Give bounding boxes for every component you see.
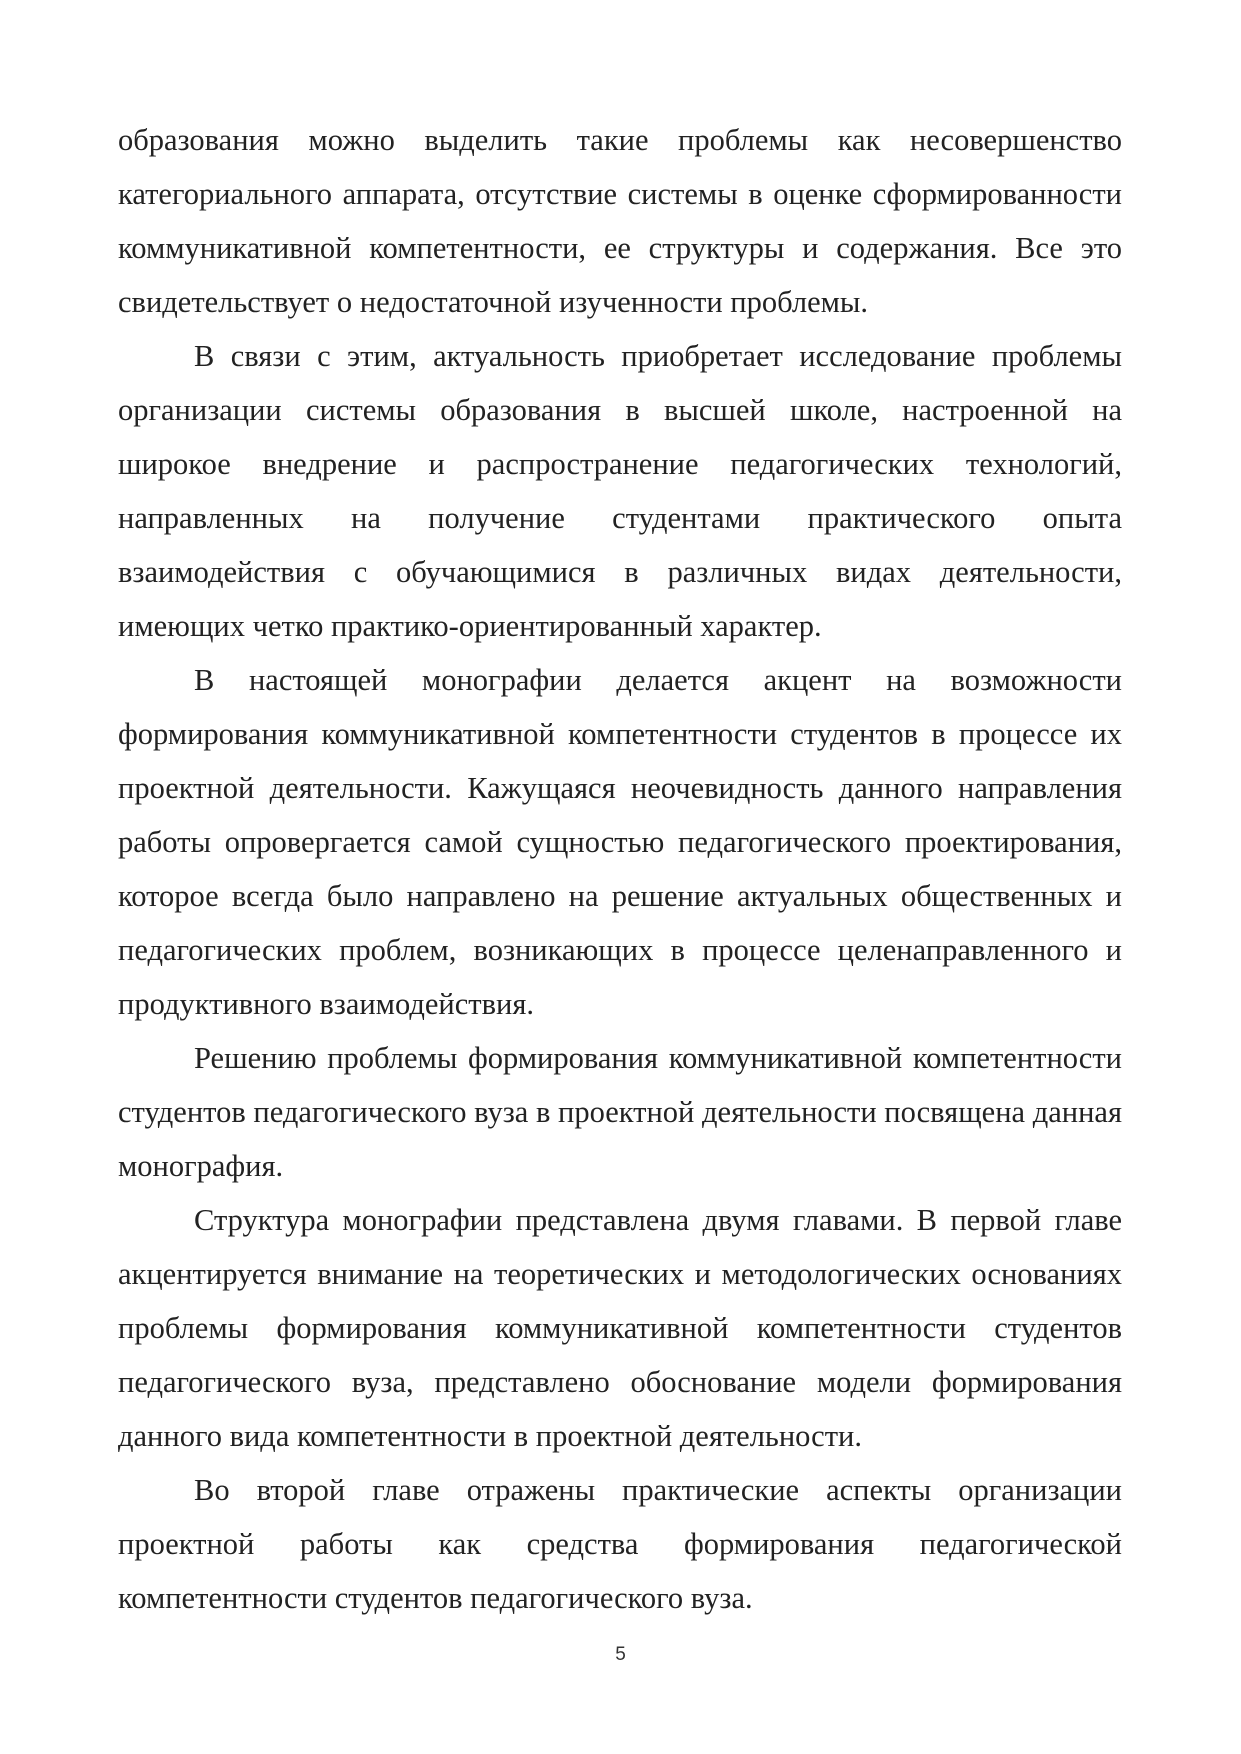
body-text (118, 113, 1122, 1625)
paragraph-structure: Структура монографии представлена двумя главами. В первой главе акцентируется внимание на теоретических и методологических основаниях проблемы формирования коммуникативной компетентности студентов педагогического вуза, представлено обоснование модели формирования данного вида компетентности в проектной деятельности. (118, 1203, 1122, 1453)
paragraph-second-chapter: Во второй главе отражены практические аспекты организации проектной работы как средства формирования педагогической компетентности студентов педагогического вуза. (118, 1473, 1122, 1615)
paragraph-monograph-focus: В настоящей монографии делается акцент на возможности формирования коммуникативной компетентности студентов в процессе их проектной деятельности. Кажущаяся неочевидность данного направления работы опровергается самой сущностью педагогического проектирования, которое всегда было направлено на решение актуальных общественных и педагогических проблем, возникающих в процессе целенаправленного и продуктивного взаимодействия. (118, 663, 1122, 1021)
paragraph-continuation: образования можно выделить такие проблемы как несовершенство категориального аппарата, отсутствие системы в оценке сформированности коммуникативной компетентности, ее структуры и содержания. Все это свидетельствует о недостаточной изученности проблемы. (118, 123, 1122, 319)
page-number: 5 (615, 1644, 626, 1665)
paragraph-relevance: В связи с этим, актуальность приобретает исследование проблемы организации системы образования в высшей школе, настроенной на широкое внедрение и распространение педагогических технологий, направленных на получение студентами практического опыта взаимодействия с обучающимися в различных видах деятельности, имеющих четко практико-ориентированный характер. (118, 339, 1122, 643)
paragraph-monograph-purpose: Решению проблемы формирования коммуникативной компетентности студентов педагогического вуза в проектной деятельности посвящена данная монография. (118, 1041, 1122, 1183)
